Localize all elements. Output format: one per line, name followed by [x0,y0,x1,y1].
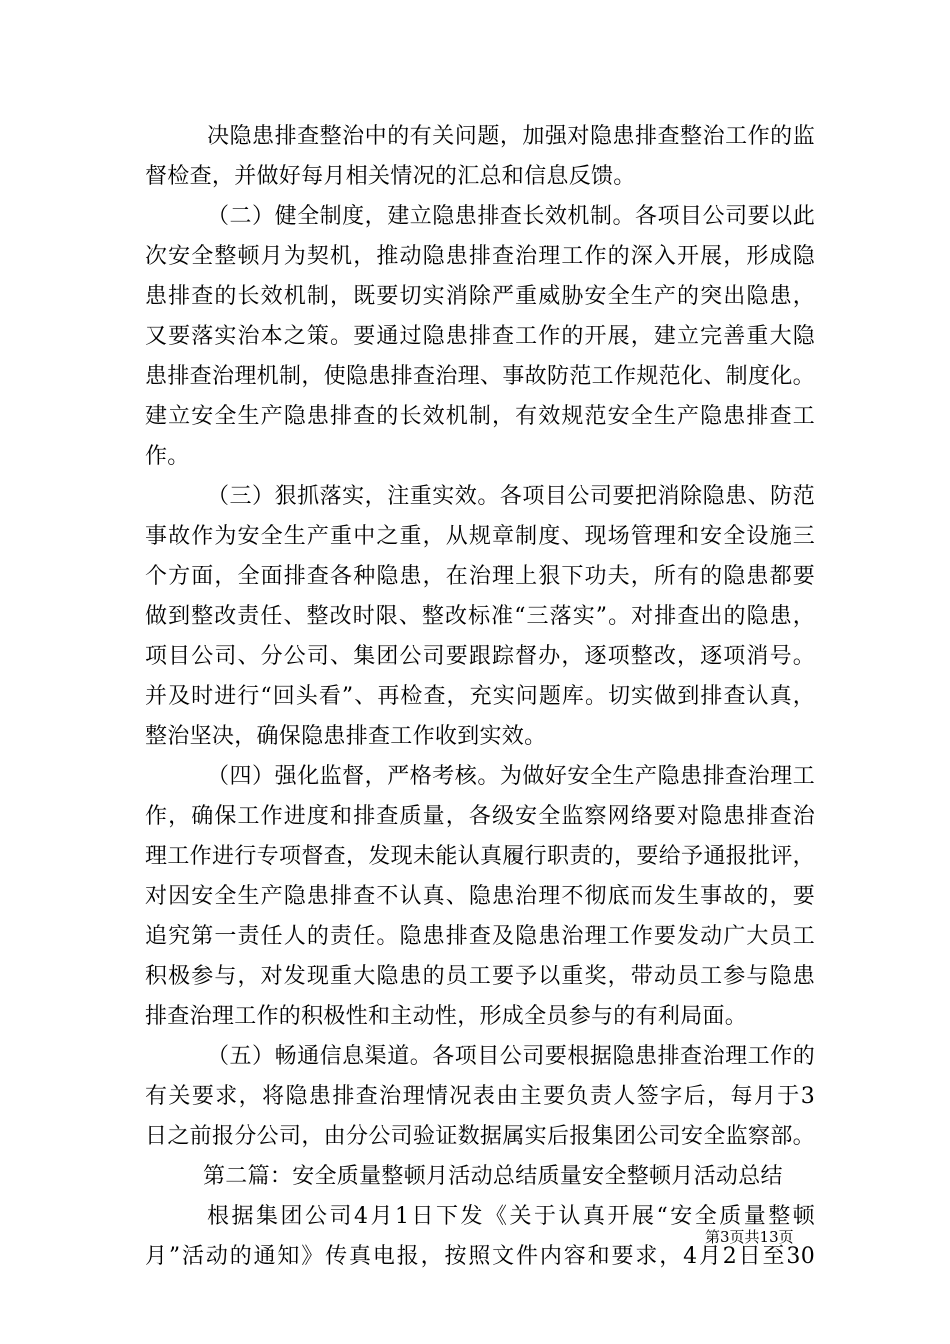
document-body [145,117,815,1277]
text-line: 作。 [145,444,190,469]
text-line: 项目公司、分公司、集团公司要跟踪督办，逐项整改，逐项消号。 [145,644,815,669]
text-line: （三）狠抓落实，注重实效。各项目公司要把消除隐患、防范 [207,484,815,509]
text-line: 建立安全生产隐患排查的长效机制，有效规范安全生产隐患排查工 [145,404,815,429]
text-line: （五）畅通信息渠道。各项目公司要根据隐患排查治理工作的 [207,1044,815,1069]
text-line: 事故作为安全生产重中之重，从规章制度、现场管理和安全设施三 [145,524,815,549]
page-number-footer: 第3页共13页 [705,1228,794,1246]
text-line: 决隐患排查整治中的有关问题，加强对隐患排查整治工作的监 [207,124,815,149]
text-line: （四）强化监督，严格考核。为做好安全生产隐患排查治理工 [207,764,815,789]
text-line: 追究第一责任人的责任。隐患排查及隐患治理工作要发动广大员工 [145,924,815,949]
text-line: 次安全整顿月为契机，推动隐患排查治理工作的深入开展，形成隐 [145,244,815,269]
text-line: 日之前报分公司，由分公司验证数据属实后报集团公司安全监察部。 [145,1124,815,1149]
text-line: 根据集团公司4月1日下发《关于认真开展“安全质量整顿 [207,1204,815,1229]
text-line: 督检查，并做好每月相关情况的汇总和信息反馈。 [145,164,636,189]
text-line: 又要落实治本之策。要通过隐患排查工作的开展，建立完善重大隐 [145,324,815,349]
text-line: 理工作进行专项督查，发现未能认真履行职责的，要给予通报批评， [145,844,815,869]
text-line: 患排查治理机制，使隐患排查治理、事故防范工作规范化、制度化。 [145,364,815,389]
text-line: 积极参与，对发现重大隐患的员工要予以重奖，带动员工参与隐患 [145,964,815,989]
text-line: 月”活动的通知》传真电报，按照文件内容和要求，4月2日至30 [145,1244,815,1269]
text-line: 整治坚决，确保隐患排查工作收到实效。 [145,724,547,749]
text-line: （二）健全制度，建立隐患排查长效机制。各项目公司要以此 [207,204,815,229]
text-line: 作，确保工作进度和排查质量，各级安全监察网络要对隐患排查治 [145,804,815,829]
text-line: 对因安全生产隐患排查不认真、隐患治理不彻底而发生事故的，要 [145,884,815,909]
text-line: 患排查的长效机制，既要切实消除严重威胁安全生产的突出隐患， [145,284,815,309]
text-line: 并及时进行“回头看”、再检查，充实问题库。切实做到排查认真， [145,684,815,709]
text-line: 做到整改责任、整改时限、整改标准“三落实”。对排查出的隐患， [145,604,815,629]
text-line: 排查治理工作的积极性和主动性，形成全员参与的有利局面。 [145,1004,748,1029]
text-line: 有关要求，将隐患排查治理情况表由主要负责人签字后，每月于3 [145,1084,815,1109]
text-line: 个方面，全面排查各种隐患，在治理上狠下功夫，所有的隐患都要 [145,564,815,589]
section-heading: 第二篇：安全质量整顿月活动总结质量安全整顿月活动总结 [203,1164,783,1189]
